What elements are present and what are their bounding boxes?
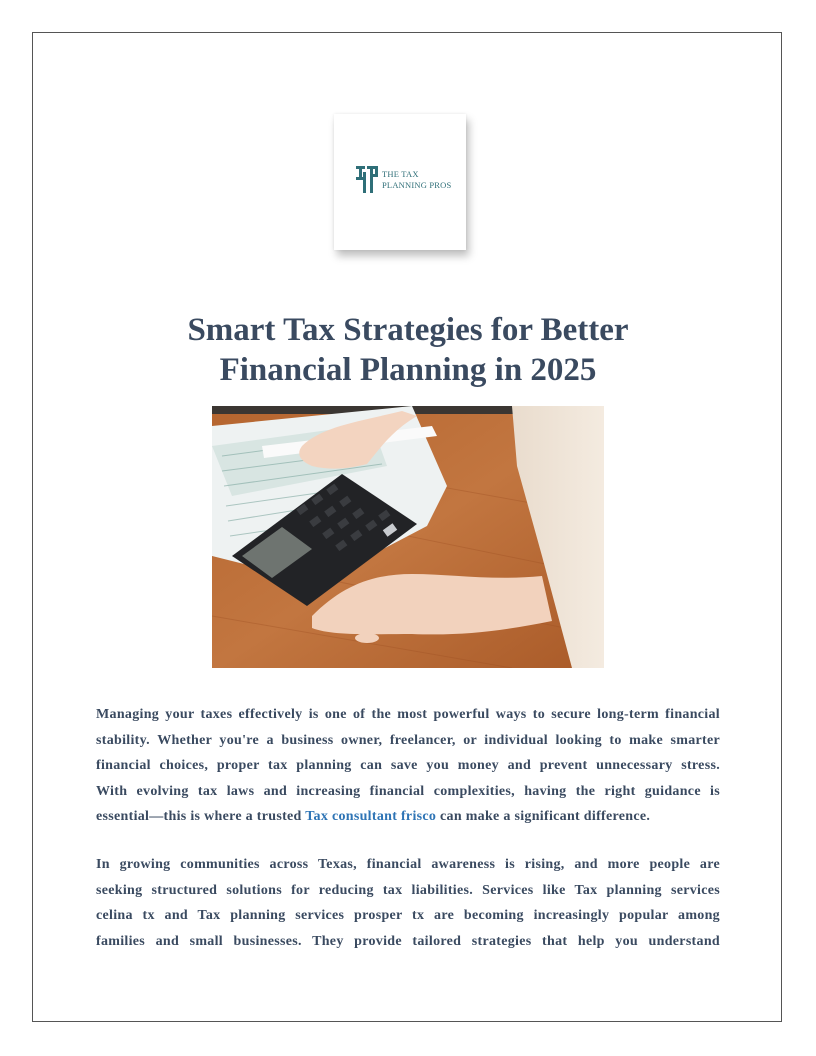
p1-line-5 xyxy=(96,804,720,830)
p1-line-2: stability. Whether you're a business owner, freelancer, or individual looking to make smarter xyxy=(96,732,720,748)
page-title xyxy=(90,310,726,390)
p2-line-4: families and small businesses. They provide tailored strategies that help you understand xyxy=(96,933,720,949)
calculator-photo xyxy=(212,406,604,668)
p1-line-5-start: essential—this is where a trusted xyxy=(96,809,306,824)
logo-icon xyxy=(354,163,380,195)
p2-line-2: seeking structured solutions for reducing tax liabilities. Services like Tax planning services xyxy=(96,882,720,898)
title-line-2: Financial Planning in 2025 xyxy=(219,352,597,388)
p1-line-4: With evolving tax laws and increasing financial complexities, having the right guidance is xyxy=(96,783,720,799)
p1-line-3: financial choices, proper tax planning can save you money and prevent unnecessary stress. xyxy=(96,758,720,773)
p1-line-1: Managing your taxes effectively is one of the most powerful ways to secure long-term financial xyxy=(96,707,720,722)
logo-line-2: PLANNING PROS xyxy=(382,180,452,190)
logo-card xyxy=(334,114,466,250)
logo-line-1: THE TAX xyxy=(382,169,419,179)
calculator-illustration xyxy=(212,406,604,668)
tax-consultant-frisco-link[interactable]: Tax consultant frisco xyxy=(305,809,437,824)
texas-paragraph xyxy=(96,852,720,954)
p2-line-3: celina tx and Tax planning services prosper tx are becoming increasingly popular among xyxy=(96,908,720,923)
p2-line-1: In growing communities across Texas, financial awareness is rising, and more people are xyxy=(96,857,720,872)
logo-wordmark xyxy=(382,169,451,191)
intro-paragraph xyxy=(96,702,720,830)
title-line-1: Smart Tax Strategies for Better xyxy=(187,312,629,348)
p1-line-5-end: can make a significant difference. xyxy=(436,809,651,824)
